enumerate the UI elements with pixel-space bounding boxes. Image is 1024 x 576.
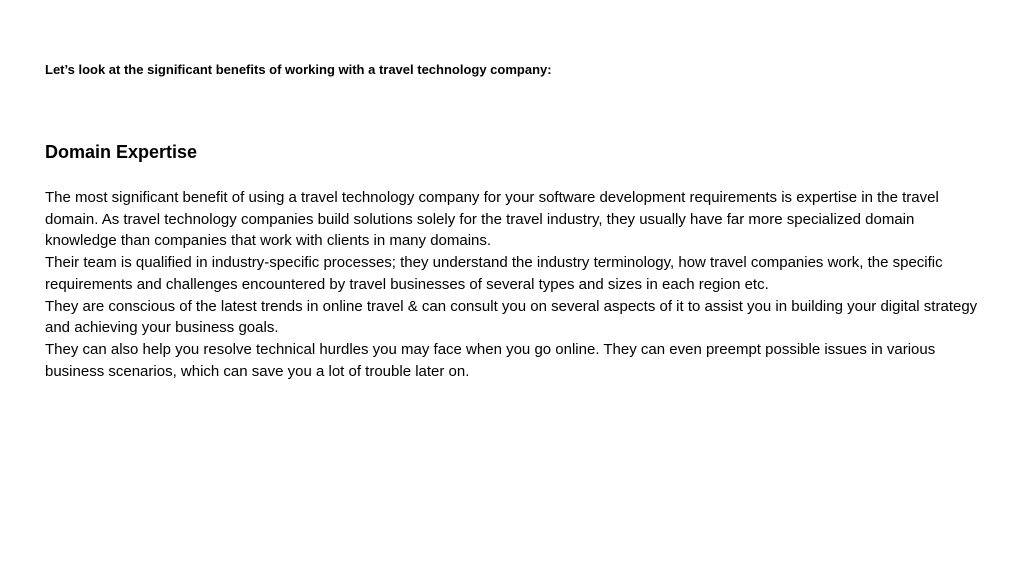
section-body bbox=[45, 187, 990, 382]
intro-text: Let’s look at the significant benefits of working with a travel technology company: bbox=[45, 62, 552, 77]
body-paragraph: Their team is qualified in industry-specific processes; they understand the industry terminology, how travel companies work, the specific requirements and challenges encountered by travel businesses of several types and sizes in each region etc. bbox=[45, 254, 943, 293]
body-paragraph: They can also help you resolve technical hurdles you may face when you go online. They can even preempt possible issues in various business scenarios, which can save you a lot of trouble later on. bbox=[45, 340, 936, 380]
section-heading: Domain Expertise bbox=[45, 142, 198, 162]
body-paragraph: They are conscious of the latest trends in online travel & can consult you on several aspects of it to assist you in building your digital strategy and achieving your business goals. bbox=[45, 297, 978, 337]
body-paragraph: The most significant benefit of using a travel technology company for your software development requirements is expertise in the travel domain. As travel technology companies build solutions solely for the travel industry, they usually have far more specialized domain knowledge than companies that work with clients in many domains. bbox=[45, 189, 939, 250]
